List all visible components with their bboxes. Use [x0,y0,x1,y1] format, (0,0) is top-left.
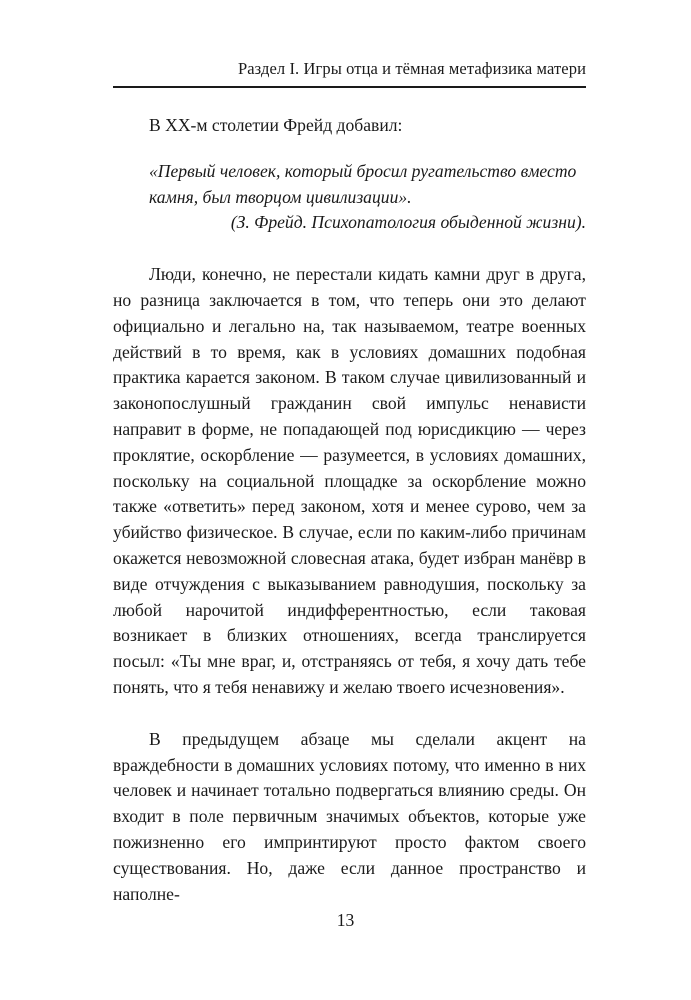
quote-citation: (З. Фрейд. Психопатология обыденной жизни). [230,212,586,233]
running-header: Раздел I. Игры отца и тёмная метафизика матери [237,59,586,78]
freud-quote: «Первый человек, который бросил ругательство вместо камня, был творцом цивилизации». [149,160,577,207]
body-text [113,108,586,907]
intro-line: В XX-м столетии Фрейд добавил: [149,115,403,135]
page-number: 13 [336,910,355,930]
paragraph-2: В предыдущем абзаце мы сделали акцент на враждебности в домашних условиях потому, что именно в них человек и начинает тотально подвергаться влиянию среды. Он входит в поле первичным значимых объектов, которые уже пожизненно его импринтируют просто фактом своего существования. Но, даже если данное пространство и наполне- [113,728,586,904]
paragraph-1: Люди, конечно, не перестали кидать камни друг в друга, но разница заключается в том, что теперь они это делают официально и легально на, так называемом, театре военных действий в то время, как в условиях домашних подобная практика карается законом. В таком случае цивилизованный и законопослушный гражданин свой импульс ненависти направит в форме, не попадающей под юрисдикцию — через проклятие, оскорбление — разумеется, в условиях домашних, поскольку на социальной площадке за оскорбление можно также «ответить» перед законом, хотя и менее сурово, чем за убийство физическое. В случае, если по каким-либо причинам окажется невозможной словесная атака, будет избран манёвр в виде отчуждения с выказыванием равнодушия, поскольку за любой нарочитой индифферентностью, если таковая возникает в близких отношениях, всегда транслируется посыл: «Ты мне враг, и, отстраняясь от тебя, я хочу дать тебе понять, что я тебя ненавижу и желаю твоего исчезновения». [113,264,586,697]
header-rule [113,86,586,88]
